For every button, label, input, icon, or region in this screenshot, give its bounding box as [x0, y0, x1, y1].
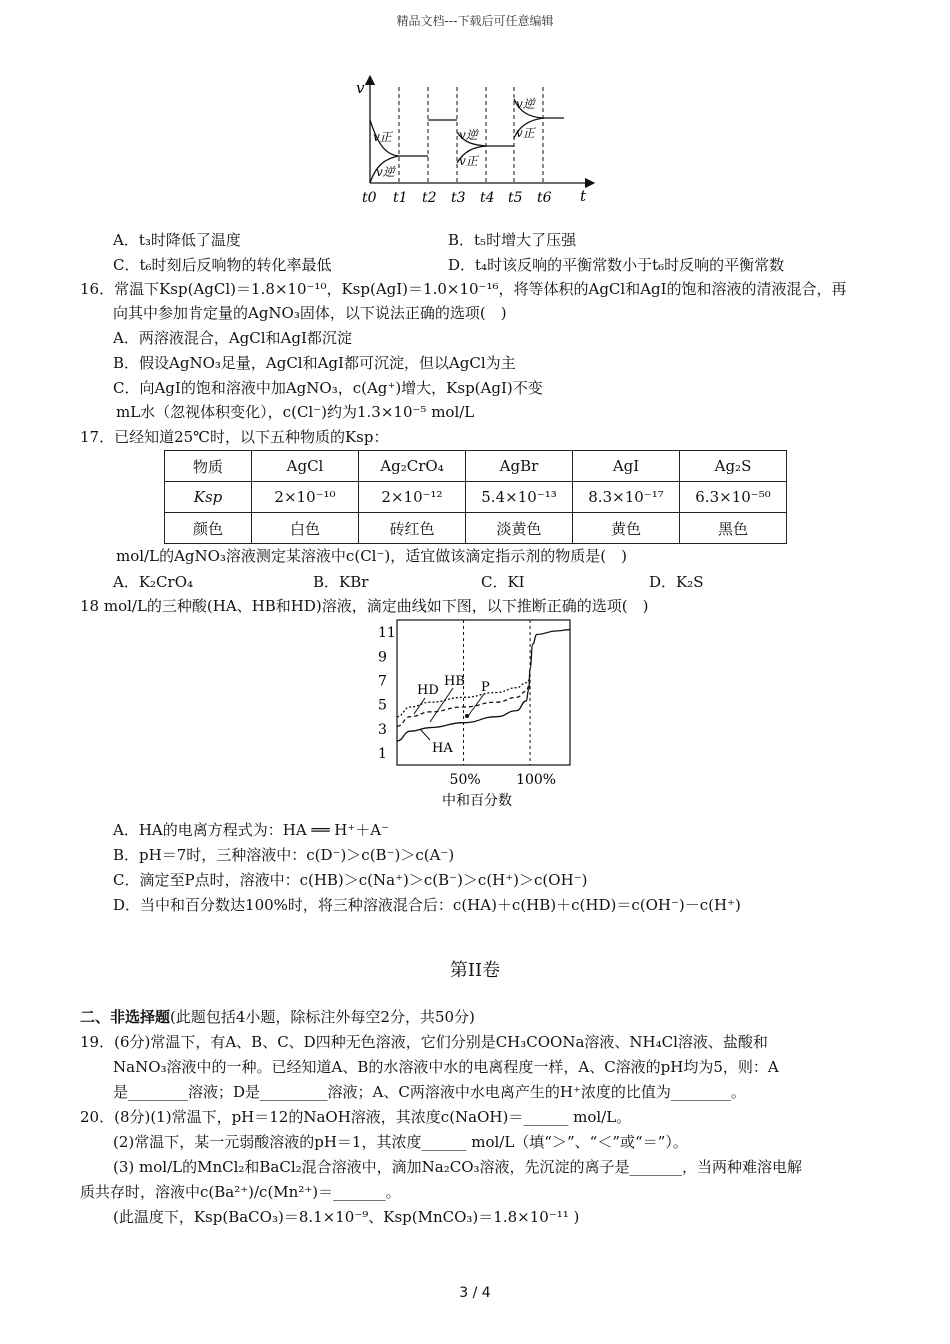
y-tick-label: 11: [378, 625, 396, 642]
table-cell: 6.3×10⁻⁵⁰: [680, 482, 787, 513]
q17-option-b: B．KBr: [313, 573, 369, 591]
table-cell: 2×10⁻¹⁰: [252, 482, 359, 513]
q20-line3: (3) mol/L的MnCl₂和BaCl₂混合溶液中，滴加Na₂CO₃溶液，先沉淀的离子是_______，当两种难溶电解: [113, 1158, 803, 1176]
table-cell: Ksp: [165, 482, 252, 513]
q17-option-c: C．KI: [481, 573, 525, 591]
q18-option-d: D．当中和百分数达100%时，将三种溶液混合后：c(HA)＋c(HB)＋c(HD)＝c(OH⁻)－c(H⁺): [113, 896, 741, 914]
titration-chart: [350, 615, 590, 815]
q16-option-d: mL水（忽视体积变化），c(Cl⁻)约为1.3×10⁻⁵ mol/L: [116, 403, 475, 421]
table-cell: 2×10⁻¹²: [359, 482, 466, 513]
y-tick-label: 7: [378, 673, 387, 690]
table-cell: Ag₂S: [680, 451, 787, 482]
table-cell: AgCl: [252, 451, 359, 482]
annotation-ha: HA: [432, 741, 453, 756]
q15-option-b: B．t₅时增大了压强: [448, 231, 577, 249]
label-v-reverse-2: v逆: [459, 128, 478, 142]
x-axis-label: 中和百分数: [442, 793, 512, 809]
section2-heading-rest: (此题包括4小题，除标注外每空2分，共50分): [170, 1008, 475, 1026]
q15-option-a: A．t₃时降低了温度: [113, 231, 241, 249]
q20-line5: (此温度下，Ksp(BaCO₃)＝8.1×10⁻⁹、Ksp(MnCO₃)＝1.8×10⁻¹¹ ): [113, 1208, 580, 1226]
rate-time-figure: [350, 75, 600, 210]
q17-option-a: A．K₂CrO₄: [113, 573, 194, 591]
table-row: [165, 482, 787, 513]
q20-line4: 质共存时，溶液中c(Ba²⁺)/c(Mn²⁺)＝_______。: [80, 1183, 401, 1201]
tick-t1: t1: [393, 190, 408, 206]
y-tick-label: 3: [378, 721, 387, 738]
annotation-hb: HB: [444, 674, 465, 689]
annotation-p: P: [481, 680, 490, 695]
q19-line3: 是________溶液；D是_________溶液；A、C两溶液中水电离产生的H⁺浓度的比值为________。: [113, 1083, 746, 1101]
tick-t5: t5: [508, 190, 523, 206]
table-cell: AgBr: [466, 451, 573, 482]
table-cell: 砖红色: [359, 513, 466, 544]
point-p: [465, 714, 469, 718]
label-v-forward-3: v正: [516, 126, 535, 140]
ksp-table: [164, 450, 787, 544]
x-axis-label: t: [580, 187, 587, 205]
x-tick-label: 100%: [516, 772, 557, 788]
y-axis-label: v: [356, 79, 365, 97]
q16-option-b: B．假设AgNO₃足量，AgCl和AgI都可沉淀，但以AgCl为主: [113, 354, 516, 372]
y-tick-label: 5: [378, 697, 387, 714]
q19-line1: 19．(6分)常温下，有A、B、C、D四种无色溶液，它们分别是CH₃COONa溶液、NH₄Cl溶液、盐酸和: [80, 1033, 768, 1051]
q19-line2: NaNO₃溶液中的一种。已经知道A、B的水溶液中水的电离程度一样，A、C溶液的pH均为5，则：A: [113, 1058, 779, 1076]
q15-option-d: D．t₄时该反响的平衡常数小于t₆时反响的平衡常数: [448, 256, 785, 274]
table-cell: 淡黄色: [466, 513, 573, 544]
q18-option-a: A．HA的电离方程式为：HA ══ H⁺＋A⁻: [113, 821, 390, 839]
section2-heading-bold: 二、非选择题: [80, 1008, 171, 1026]
table-cell: AgI: [573, 451, 680, 482]
q16-stem-line2: 向其中参加肯定量的AgNO₃固体，以下说法正确的选项( ): [113, 304, 507, 322]
y-tick-label: 9: [378, 649, 387, 666]
tick-t4: t4: [480, 190, 495, 206]
y-tick-label: 1: [378, 745, 387, 762]
table-cell: 黑色: [680, 513, 787, 544]
page-number: 3 / 4: [459, 1285, 491, 1301]
tick-t3: t3: [451, 190, 466, 206]
section2-heading: [80, 1007, 475, 1027]
page-header: 精品文档---下载后可任意编辑: [396, 14, 554, 28]
q18-option-b: B．pH＝7时，三种溶液中：c(D⁻)＞c(B⁻)＞c(A⁻): [113, 846, 455, 864]
q17-stem-line2: mol/L的AgNO₃溶液测定某溶液中c(Cl⁻)，适宜做该滴定指示剂的物质是( ): [116, 547, 627, 565]
table-cell: Ag₂CrO₄: [359, 451, 466, 482]
section-title: 第II卷: [449, 960, 501, 981]
q17-option-d: D．K₂S: [649, 573, 704, 591]
table-row: [165, 513, 787, 544]
label-v-reverse-1: v逆: [376, 165, 395, 179]
tick-t2: t2: [422, 190, 437, 206]
annotation-hd: HD: [417, 683, 439, 698]
table-cell: 5.4×10⁻¹³: [466, 482, 573, 513]
label-v-forward-1: v正: [373, 130, 392, 144]
tick-t6: t6: [537, 190, 552, 206]
q16-stem-line1: 16．常温下Ksp(AgCl)＝1.8×10⁻¹⁰，Ksp(AgI)＝1.0×10⁻¹⁶，将等体积的AgCl和AgI的饱和溶液的清液混合，再: [80, 280, 847, 298]
table-cell: 8.3×10⁻¹⁷: [573, 482, 680, 513]
q20-line1: 20．(8分)(1)常温下，pH＝12的NaOH溶液，其浓度c(NaOH)＝______ mol/L。: [80, 1108, 632, 1126]
q16-option-a: A．两溶液混合，AgCl和AgI都沉淀: [113, 329, 352, 347]
table-cell: 黄色: [573, 513, 680, 544]
q18-stem: 18 mol/L的三种酸(HA、HB和HD)溶液，滴定曲线如下图，以下推断正确的选项( ): [80, 597, 649, 615]
tick-t0: t0: [362, 190, 377, 206]
q16-option-c: C．向AgI的饱和溶液中加AgNO₃，c(Ag⁺)增大，Ksp(AgI)不变: [113, 379, 543, 397]
q18-option-c: C．滴定至P点时，溶液中：c(HB)＞c(Na⁺)＞c(B⁻)＞c(H⁺)＞c(OH⁻): [113, 871, 588, 889]
table-cell: 物质: [165, 451, 252, 482]
label-v-reverse-3: v逆: [516, 97, 535, 111]
table-cell: 颜色: [165, 513, 252, 544]
x-tick-label: 50%: [449, 772, 481, 788]
q15-option-c: C．t₆时刻后反响物的转化率最低: [113, 256, 332, 274]
table-row: [165, 451, 787, 482]
q20-line2: (2)常温下，某一元弱酸溶液的pH＝1，其浓度______ mol/L（填“＞”、“＜”或“＝”）。: [113, 1133, 688, 1151]
label-v-forward-2: v正: [459, 154, 478, 168]
q17-stem: 17．已经知道25℃时，以下五种物质的Ksp：: [80, 428, 389, 446]
table-cell: 白色: [252, 513, 359, 544]
